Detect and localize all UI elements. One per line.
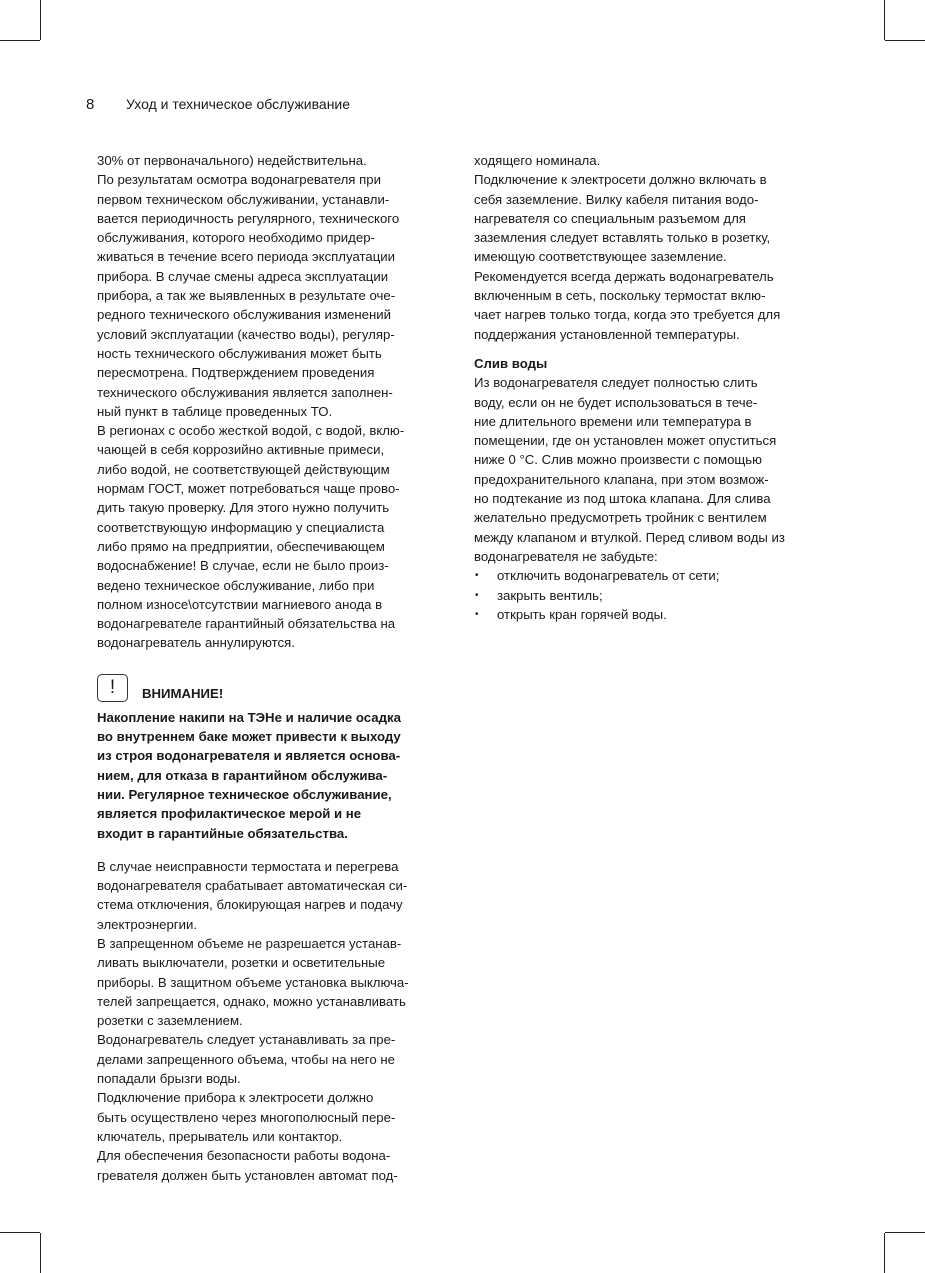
warning-line: из строя водонагревателя и является основа- xyxy=(97,748,401,764)
text-line: В запрещенном объеме не разрешается устанав- xyxy=(97,935,402,951)
crop-mark xyxy=(0,40,40,41)
text-line: Из водонагревателя следует полностью слить xyxy=(474,375,758,391)
text-line: телей запрещается, однако, можно устанавливать xyxy=(97,993,406,1009)
text-line: желательно предусмотреть тройник с вентилем xyxy=(474,510,767,526)
crop-mark xyxy=(884,0,885,40)
text-line: обслуживания, которого необходимо придер- xyxy=(97,230,375,246)
text-line: редного технического обслуживания изменений xyxy=(97,307,392,323)
text-line: водонагревателе гарантийный обязательства на xyxy=(97,616,396,632)
warning-line: во внутреннем баке может привести к выходу xyxy=(97,729,401,745)
text-line: ние длительного времени или температура в xyxy=(474,413,752,429)
crop-mark xyxy=(884,1233,885,1273)
right-text-block-1 xyxy=(474,151,829,344)
text-line: По результатам осмотра водонагревателя при xyxy=(97,172,381,188)
running-title: Уход и техническое обслуживание xyxy=(126,96,351,112)
text-line: ходящего номинала. xyxy=(474,153,601,168)
text-line: Рекомендуется всегда держать водонагреватель xyxy=(474,268,774,284)
text-line: розетки с заземлением. xyxy=(97,1013,243,1029)
left-column xyxy=(97,151,449,1185)
warning-line: входит в гарантийные обязательства. xyxy=(97,825,348,841)
text-line: попадали брызги воды. xyxy=(97,1071,241,1087)
text-line: дить такую проверку. Для этого нужно получить xyxy=(97,500,390,516)
text-line: живаться в течение всего периода эксплуатации xyxy=(97,249,396,265)
text-line: нагревателя со специальным разъемом для xyxy=(474,210,746,226)
text-line: ливать выключатели, розетки и осветительные xyxy=(97,955,386,971)
text-line: Водонагреватель следует устанавливать за пре- xyxy=(97,1032,396,1048)
text-line: гревателя должен быть установлен автомат под- xyxy=(97,1167,398,1183)
warning-line: нии. Регулярное техническое обслуживание, xyxy=(97,786,392,802)
text-line: технического обслуживания является заполнен- xyxy=(97,384,393,400)
text-line: чает нагрев только тогда, когда это требуется для xyxy=(474,307,781,323)
text-line: имеющую соответствующее заземление. xyxy=(474,249,727,265)
text-line: делами запрещенного объема, чтобы на него не xyxy=(97,1051,395,1067)
text-line: 30% от первоначального) недействительна. xyxy=(97,153,367,168)
text-line: В регионах с особо жесткой водой, с водой, вклю- xyxy=(97,423,405,439)
text-line: поддержания установленной температуры. xyxy=(474,326,740,342)
text-line: но подтекание из под штока клапана. Для слива xyxy=(474,491,771,507)
warning-title: ВНИМАНИЕ! xyxy=(142,685,224,701)
text-line: заземления следует вставлять только в розетку, xyxy=(474,230,771,246)
warning-line: является профилактическое мерой и не xyxy=(97,806,362,822)
text-line: водонагреватель аннулируются. xyxy=(97,635,295,651)
text-line: первом техническом обслуживании, устанавли- xyxy=(97,191,390,207)
warning-header xyxy=(97,664,449,702)
text-line: быть осуществлено через многополюсный пере- xyxy=(97,1109,396,1125)
warning-text xyxy=(97,708,449,843)
drain-heading: Слив воды xyxy=(474,355,548,371)
exclamation-icon: ! xyxy=(97,674,128,702)
drain-checklist xyxy=(474,566,829,624)
left-text-block-1 xyxy=(97,151,449,653)
text-line: чающей в себя коррозийно активные примеси, xyxy=(97,442,385,458)
crop-mark xyxy=(885,40,925,41)
text-line: Подключение к электросети должно включать в xyxy=(474,172,767,188)
crop-mark xyxy=(0,1232,40,1233)
drain-text-block xyxy=(474,373,829,566)
text-line: пересмотрена. Подтверждением проведения xyxy=(97,365,375,381)
text-line: водонагревателя не забудьте: xyxy=(474,548,658,564)
text-line: водонагревателя срабатывает автоматическая си- xyxy=(97,878,408,894)
text-line: прибора, а так же выявленных в результате оче- xyxy=(97,288,396,304)
text-line: помещении, где он установлен может опуститься xyxy=(474,433,777,449)
text-line: включенным в сеть, поскольку термостат вклю- xyxy=(474,288,766,304)
text-line: либо прямо на предприятии, обеспечивающем xyxy=(97,538,385,554)
text-line: либо водой, не соответствующей действующим xyxy=(97,461,390,477)
crop-mark xyxy=(40,0,41,40)
text-line: нормам ГОСТ, может потребоваться чаще прово- xyxy=(97,481,400,497)
text-line: условий эксплуатации (качество воды), регуляр- xyxy=(97,326,395,342)
text-line: ный пункт в таблице проведенных ТО. xyxy=(97,403,333,419)
text-line: ность технического обслуживания может быть xyxy=(97,345,382,361)
text-line: ведено техническое обслуживание, либо при xyxy=(97,577,375,593)
warning-line: нием, для отказа в гарантийном обслужива- xyxy=(97,767,388,783)
text-line: ниже 0 °С. Слив можно произвести с помощью xyxy=(474,452,763,468)
warning-line: Накопление накипи на ТЭНе и наличие осадка xyxy=(97,709,401,725)
page-header xyxy=(86,96,350,118)
text-line: прибора. В случае смены адреса эксплуатации xyxy=(97,268,389,284)
page-number: 8 xyxy=(86,96,95,113)
text-line: ключатель, прерыватель или контактор. xyxy=(97,1128,343,1144)
text-line: Подключение прибора к электросети должно xyxy=(97,1090,374,1106)
text-line: Для обеспечения безопасности работы водона- xyxy=(97,1148,391,1164)
text-line: водоснабжение! В случае, если не было произ- xyxy=(97,558,389,574)
crop-mark xyxy=(40,1233,41,1273)
text-line: вается периодичность регулярного, технического xyxy=(97,210,400,226)
text-line: стема отключения, блокирующая нагрев и подачу xyxy=(97,897,403,913)
text-line: предохранительного клапана, при этом возмож- xyxy=(474,471,769,487)
list-item: • отключить водонагреватель от сети; xyxy=(474,566,829,585)
text-line: электроэнергии. xyxy=(97,916,197,932)
text-line: В случае неисправности термостата и перегрева xyxy=(97,858,399,874)
crop-mark xyxy=(885,1232,925,1233)
list-item: • закрыть вентиль; xyxy=(474,586,829,605)
list-item: • открыть кран горячей воды. xyxy=(474,605,829,624)
text-line: себя заземление. Вилку кабеля питания водо- xyxy=(474,191,759,207)
left-text-block-2 xyxy=(97,857,449,1185)
text-line: между клапаном и втулкой. Перед сливом воды из xyxy=(474,529,785,545)
text-line: полном износе\отсутствии магниевого анода в xyxy=(97,596,383,612)
text-line: приборы. В защитном объеме установка выключа- xyxy=(97,974,409,990)
text-line: соответствующую информацию у специалиста xyxy=(97,519,385,535)
text-line: воду, если он не будет использоваться в тече- xyxy=(474,394,758,410)
right-column xyxy=(474,151,829,624)
